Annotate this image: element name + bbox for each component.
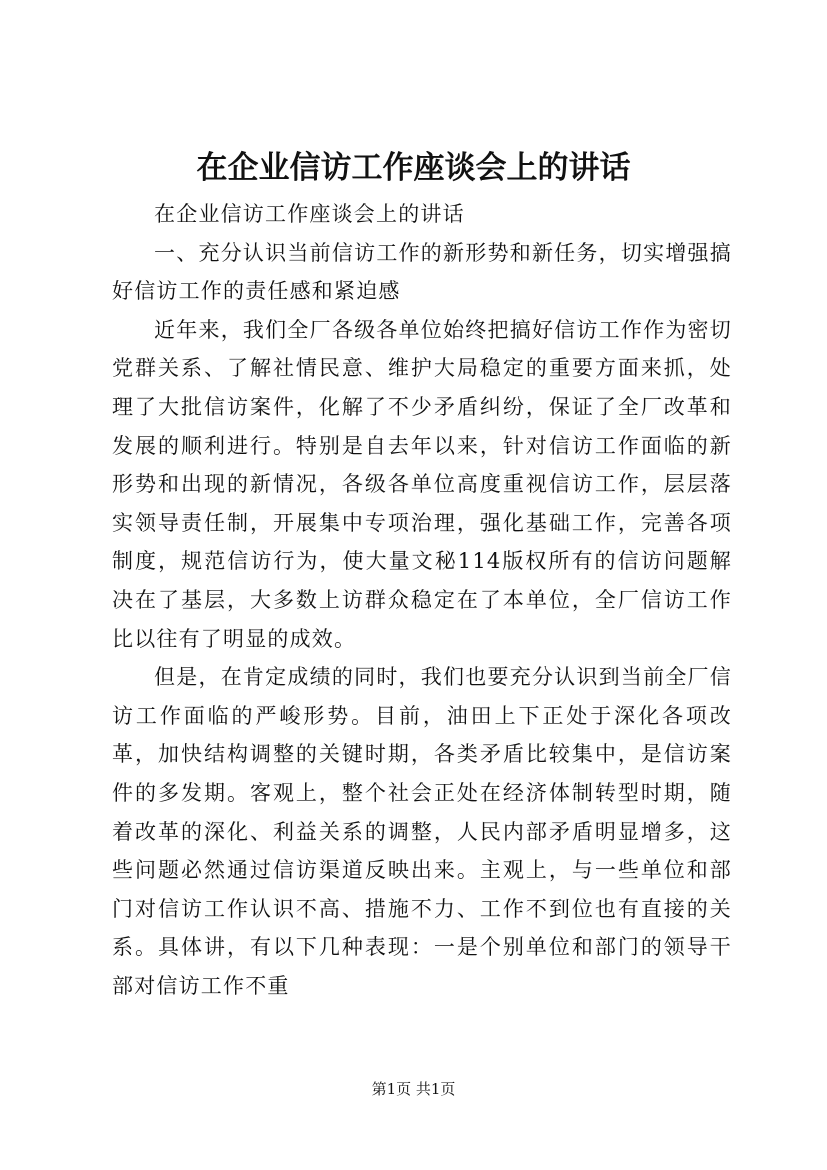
page-footer: 第1页 共1页 bbox=[371, 1080, 456, 1098]
document-body bbox=[112, 195, 732, 1005]
paragraph-achievements: 近年来，我们全厂各级各单位始终把搞好信访工作作为密切党群关系、了解社情民意、维护大局稳定的重要方面来抓，处理了大批信访案件，化解了不少矛盾纠纷，保证了全厂改革和发展的顺利进行。特别是自去年以来，针对信访工作面临的新形势和出现的新情况，各级各单位高度重视信访工作，层层落实领导责任制，开展集中专项治理，强化基础工作，完善各项制度，规范信访行为，使大量文秘114版权所有的信访问题解决在了基层，大多数上访群众稳定在了本单位，全厂信访工作比以往有了明显的成效。 bbox=[112, 317, 732, 651]
document-title: 在企业信访工作座谈会上的讲话 bbox=[196, 150, 631, 186]
paragraph-section-heading: 一、充分认识当前信访工作的新形势和新任务，切实增强搞好信访工作的责任感和紧迫感 bbox=[112, 240, 732, 304]
paragraph-challenges: 但是，在肯定成绩的同时，我们也要充分认识到当前全厂信访工作面临的严峻形势。目前，油田上下正处于深化各项改革，加快结构调整的关键时期，各类矛盾比较集中，是信访案件的多发期。客观上，整个社会正处在经济体制转型时期，随着改革的深化、利益关系的调整，人民内部矛盾明显增多，这些问题必然通过信访渠道反映出来。主观上，与一些单位和部门对信访工作认识不高、措施不力、工作不到位也有直接的关系。具体讲，有以下几种表现：一是个别单位和部门的领导干部对信访工作不重 bbox=[112, 665, 732, 998]
paragraph-subtitle: 在企业信访工作座谈会上的讲话 bbox=[154, 202, 465, 226]
